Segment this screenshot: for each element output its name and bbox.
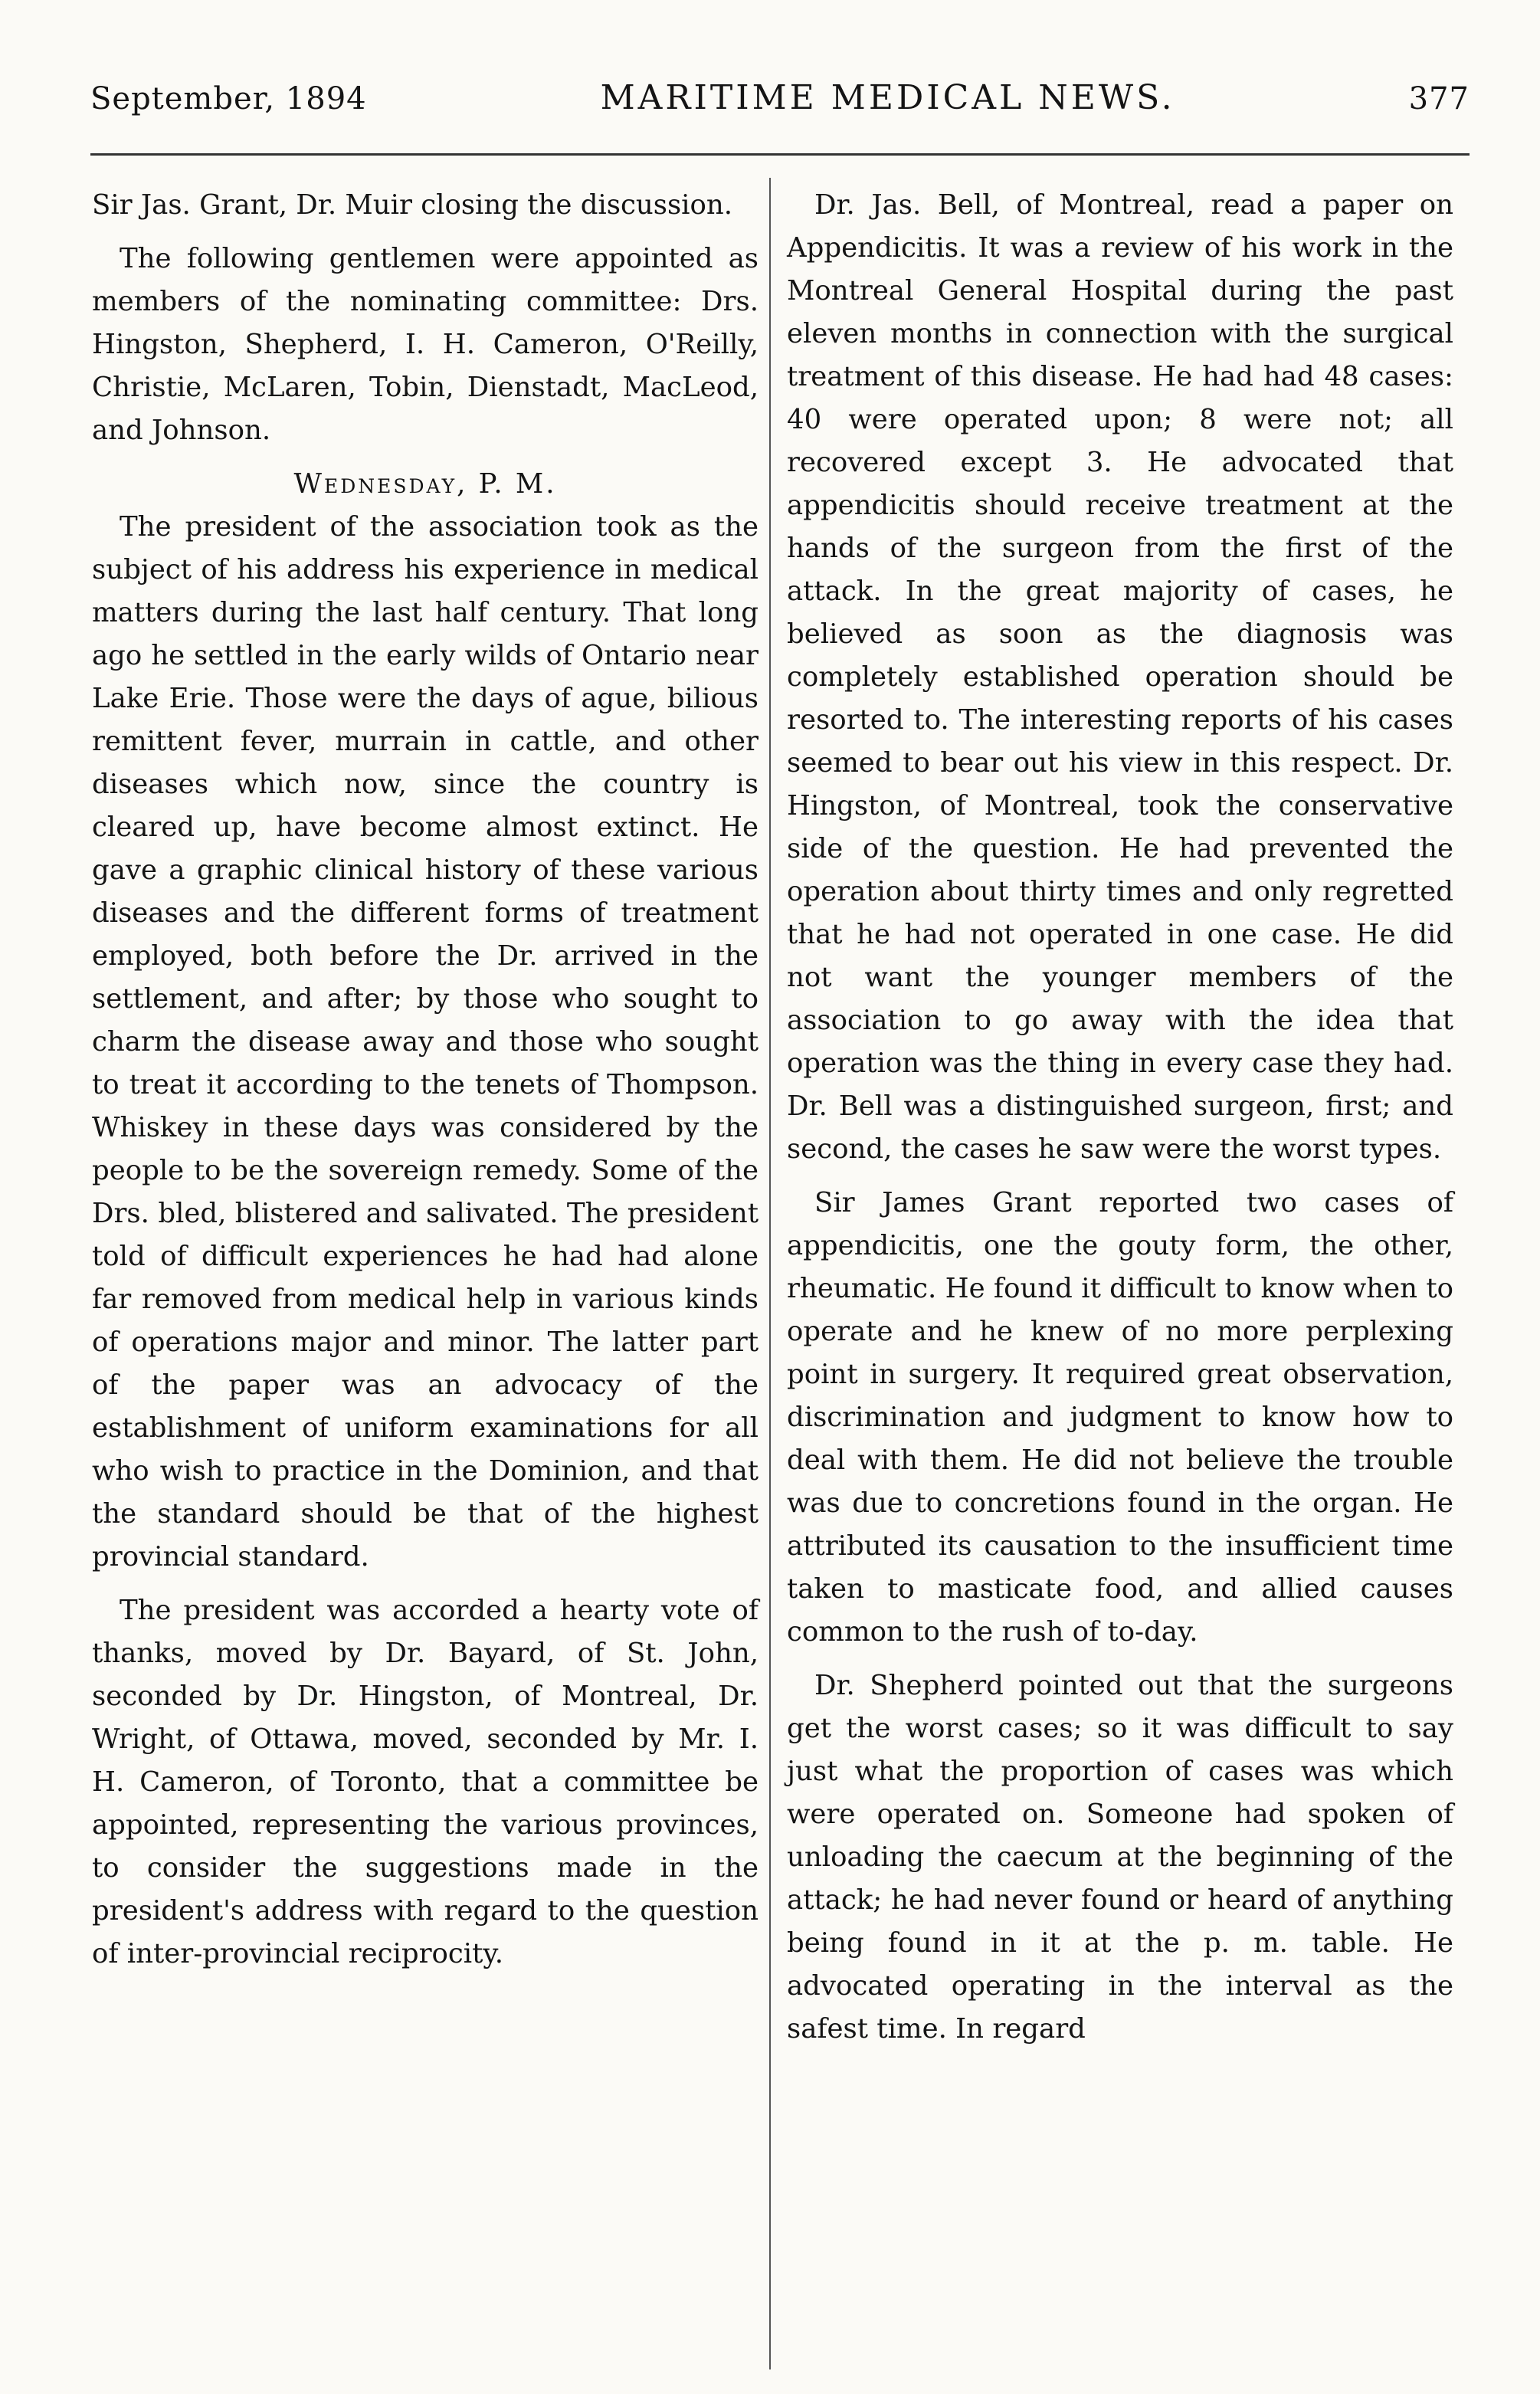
paragraph: Sir Jas. Grant, Dr. Muir closing the discussion.	[92, 189, 733, 221]
page-number: 377	[1408, 81, 1470, 116]
paragraph: The following gentlemen were appointed as members of the nominating committee: Drs. Hingston, Shepherd, I. H. Cameron, O'Reilly, Christie, McLaren, Tobin, Dienstadt, MacLeod, and Johnson.	[92, 243, 759, 446]
running-header	[90, 78, 1470, 127]
journal-title: MARITIME MEDICAL NEWS.	[600, 78, 1175, 117]
paragraph: Sir James Grant reported two cases of appendicitis, one the gouty form, the other, rheumatic. He found it difficult to know when to operate and he knew of no more perplexing point in surgery. It required great observation, discrimination and judgment to know how to deal with them. He did not believe the trouble was due to concretions found in the organ. He attributed its causation to the insufficient time taken to masticate food, and allied causes common to the rush of to-day.	[787, 1187, 1453, 1648]
column-divider	[769, 178, 771, 2369]
section-heading: Wednesday, P. M.	[293, 468, 557, 500]
issue-date: September, 1894	[90, 81, 367, 116]
left-column	[92, 184, 759, 1986]
paragraph: The president was accorded a hearty vote of thanks, moved by Dr. Bayard, of St. John, seconded by Dr. Hingston, of Montreal, Dr. Wright, of Ottawa, moved, seconded by Mr. I. H. Cameron, of Toronto, that a committee be appointed, representing the various provinces, to consider the suggestions made in the president's address with regard to the question of inter-provincial reciprocity.	[92, 1595, 759, 1969]
paragraph: Dr. Jas. Bell, of Montreal, read a paper on Appendicitis. It was a review of his work in the Montreal General Hospital during the past eleven months in connection with the surgical treatment of this disease. He had had 48 cases: 40 were operated upon; 8 were not; all recovered except 3. He advocated that appendicitis should receive treatment at the hands of the surgeon from the first of the attack. In the great majority of cases, he believed as soon as the diagnosis was completely established operation should be resorted to. The interesting reports of his cases seemed to bear out his view in this respect. Dr. Hingston, of Montreal, took the conservative side of the question. He had prevented the operation about thirty times and only regretted that he had not operated in one case. He did not want the younger members of the association to go away with the idea that operation was the thing in every case they had. Dr. Bell was a distinguished surgeon, first; and second, the cases he saw were the worst types.	[787, 189, 1453, 1165]
paragraph: The president of the association took as the subject of his address his experience in medical matters during the last half century. That long ago he settled in the early wilds of Ontario near Lake Erie. Those were the days of ague, bilious remittent fever, murrain in cattle, and other diseases which now, since the country is cleared up, have become almost extinct. He gave a graphic clinical history of these various diseases and the different forms of treatment employed, both before the Dr. arrived in the settlement, and after; by those who sought to charm the disease away and those who sought to treat it according to the tenets of Thompson. Whiskey in these days was considered by the people to be the sovereign remedy. Some of the Drs. bled, blistered and salivated. The president told of difficult experiences he had had alone far removed from medical help in various kinds of operations major and minor. The latter part of the paper was an advocacy of the establishment of uniform examinations for all who wish to practice in the Dominion, and that the standard should be that of the highest provincial standard.	[92, 511, 759, 1572]
right-column	[787, 184, 1453, 2061]
header-rule	[90, 153, 1470, 156]
paragraph: Dr. Shepherd pointed out that the surgeons get the worst cases; so it was difficult to say just what the proportion of cases was which were operated on. Someone had spoken of unloading the caecum at the beginning of the attack; he had never found or heard of anything being found in it at the p. m. table. He advocated operating in the interval as the safest time. In regard	[787, 1670, 1453, 2045]
